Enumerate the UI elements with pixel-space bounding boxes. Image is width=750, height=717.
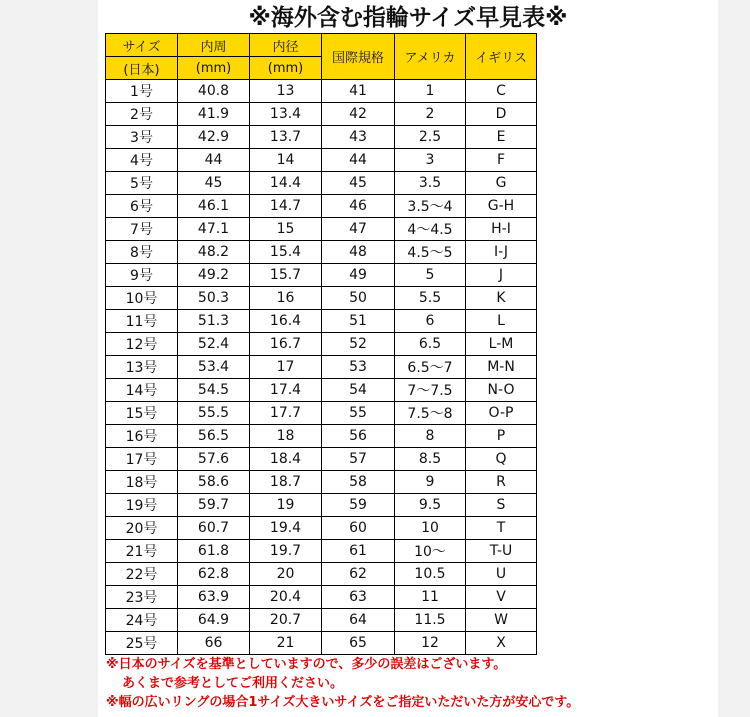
table-row (106, 494, 537, 517)
cell-uk: O-P (466, 402, 537, 425)
table-body (106, 80, 537, 655)
table-row (106, 379, 537, 402)
cell-jp-size: 16号 (106, 425, 178, 448)
cell-international: 62 (322, 563, 395, 586)
cell-uk: G (466, 172, 537, 195)
cell-inner-diameter: 15.7 (250, 264, 322, 287)
table-row (106, 356, 537, 379)
cell-jp-size: 6号 (106, 195, 178, 218)
cell-jp-size: 3号 (106, 126, 178, 149)
cell-inner-diameter: 19.4 (250, 517, 322, 540)
cell-jp-size: 14号 (106, 379, 178, 402)
cell-jp-size: 15号 (106, 402, 178, 425)
cell-usa: 3 (395, 149, 466, 172)
cell-inner-circumference: 49.2 (178, 264, 250, 287)
header-international: 国際規格 (322, 34, 395, 80)
table-row (106, 218, 537, 241)
cell-uk: M-N (466, 356, 537, 379)
cell-usa: 9 (395, 471, 466, 494)
cell-jp-size: 22号 (106, 563, 178, 586)
cell-jp-size: 9号 (106, 264, 178, 287)
cell-inner-diameter: 15 (250, 218, 322, 241)
cell-inner-circumference: 47.1 (178, 218, 250, 241)
cell-inner-diameter: 13.7 (250, 126, 322, 149)
cell-jp-size: 21号 (106, 540, 178, 563)
cell-uk: K (466, 287, 537, 310)
cell-inner-diameter: 15.4 (250, 241, 322, 264)
cell-international: 41 (322, 80, 395, 103)
table-row (106, 586, 537, 609)
cell-uk: D (466, 103, 537, 126)
table-header (106, 34, 537, 80)
cell-jp-size: 19号 (106, 494, 178, 517)
cell-inner-diameter: 19.7 (250, 540, 322, 563)
cell-inner-diameter: 13 (250, 80, 322, 103)
cell-usa: 2.5 (395, 126, 466, 149)
cell-inner-diameter: 16 (250, 287, 322, 310)
cell-uk: L-M (466, 333, 537, 356)
cell-international: 55 (322, 402, 395, 425)
cell-jp-size: 23号 (106, 586, 178, 609)
cell-usa: 6 (395, 310, 466, 333)
cell-jp-size: 20号 (106, 517, 178, 540)
cell-uk: T (466, 517, 537, 540)
cell-inner-diameter: 14 (250, 149, 322, 172)
cell-jp-size: 4号 (106, 149, 178, 172)
table-row (106, 241, 537, 264)
cell-uk: S (466, 494, 537, 517)
cell-inner-diameter: 14.4 (250, 172, 322, 195)
cell-uk: R (466, 471, 537, 494)
cell-inner-diameter: 14.7 (250, 195, 322, 218)
cell-usa: 4〜4.5 (395, 218, 466, 241)
table-row (106, 287, 537, 310)
cell-usa: 7〜7.5 (395, 379, 466, 402)
cell-uk: V (466, 586, 537, 609)
cell-usa: 5 (395, 264, 466, 287)
cell-inner-diameter: 19 (250, 494, 322, 517)
cell-jp-size: 18号 (106, 471, 178, 494)
header-inner-diameter-label: 内径 (250, 34, 322, 57)
table-row (106, 333, 537, 356)
cell-uk: G-H (466, 195, 537, 218)
cell-usa: 11.5 (395, 609, 466, 632)
table-row (106, 310, 537, 333)
cell-usa: 8 (395, 425, 466, 448)
cell-usa: 3.5〜4 (395, 195, 466, 218)
cell-international: 43 (322, 126, 395, 149)
cell-uk: C (466, 80, 537, 103)
table-row (106, 563, 537, 586)
cell-international: 54 (322, 379, 395, 402)
cell-usa: 10 (395, 517, 466, 540)
cell-international: 42 (322, 103, 395, 126)
cell-jp-size: 12号 (106, 333, 178, 356)
cell-international: 47 (322, 218, 395, 241)
table-row (106, 517, 537, 540)
cell-inner-circumference: 59.7 (178, 494, 250, 517)
cell-international: 65 (322, 632, 395, 655)
cell-usa: 1 (395, 80, 466, 103)
header-inner-circumference-unit: (mm) (178, 57, 250, 80)
cell-usa: 2 (395, 103, 466, 126)
header-size-label: サイズ (106, 34, 178, 57)
cell-inner-diameter: 17.7 (250, 402, 322, 425)
header-uk: イギリス (466, 34, 537, 80)
cell-inner-circumference: 40.8 (178, 80, 250, 103)
cell-inner-circumference: 41.9 (178, 103, 250, 126)
table-row (106, 609, 537, 632)
cell-international: 50 (322, 287, 395, 310)
header-inner-circumference-label: 内周 (178, 34, 250, 57)
cell-inner-diameter: 18.7 (250, 471, 322, 494)
cell-international: 49 (322, 264, 395, 287)
table-row (106, 80, 537, 103)
cell-jp-size: 24号 (106, 609, 178, 632)
cell-uk: F (466, 149, 537, 172)
cell-inner-diameter: 18 (250, 425, 322, 448)
cell-international: 56 (322, 425, 395, 448)
page-title: ※海外含む指輪サイズ早見表※ (248, 5, 568, 31)
cell-inner-circumference: 66 (178, 632, 250, 655)
table-row (106, 425, 537, 448)
cell-usa: 5.5 (395, 287, 466, 310)
cell-usa: 6.5 (395, 333, 466, 356)
cell-uk: P (466, 425, 537, 448)
ring-size-table (105, 33, 537, 655)
cell-inner-circumference: 61.8 (178, 540, 250, 563)
cell-international: 59 (322, 494, 395, 517)
cell-uk: L (466, 310, 537, 333)
cell-inner-circumference: 60.7 (178, 517, 250, 540)
header-inner-diameter-unit: (mm) (250, 57, 322, 80)
cell-inner-circumference: 54.5 (178, 379, 250, 402)
cell-usa: 10.5 (395, 563, 466, 586)
cell-inner-diameter: 20 (250, 563, 322, 586)
cell-inner-circumference: 51.3 (178, 310, 250, 333)
cell-inner-diameter: 16.4 (250, 310, 322, 333)
cell-uk: X (466, 632, 537, 655)
cell-inner-diameter: 18.4 (250, 448, 322, 471)
cell-uk: H-I (466, 218, 537, 241)
cell-uk: E (466, 126, 537, 149)
cell-uk: W (466, 609, 537, 632)
cell-international: 60 (322, 517, 395, 540)
cell-inner-circumference: 56.5 (178, 425, 250, 448)
cell-usa: 8.5 (395, 448, 466, 471)
table-row (106, 172, 537, 195)
cell-inner-circumference: 58.6 (178, 471, 250, 494)
cell-uk: J (466, 264, 537, 287)
header-usa: アメリカ (395, 34, 466, 80)
note-reference: あくまで参考としてご利用ください。 (122, 676, 344, 691)
table-row (106, 540, 537, 563)
cell-inner-circumference: 52.4 (178, 333, 250, 356)
size-chart-sheet (98, 0, 718, 717)
cell-inner-circumference: 63.9 (178, 586, 250, 609)
cell-inner-diameter: 21 (250, 632, 322, 655)
cell-inner-diameter: 13.4 (250, 103, 322, 126)
cell-inner-diameter: 17.4 (250, 379, 322, 402)
table-row (106, 471, 537, 494)
cell-inner-circumference: 53.4 (178, 356, 250, 379)
cell-usa: 4.5〜5 (395, 241, 466, 264)
cell-inner-circumference: 57.6 (178, 448, 250, 471)
cell-inner-circumference: 50.3 (178, 287, 250, 310)
table-row (106, 103, 537, 126)
table-row (106, 195, 537, 218)
cell-inner-circumference: 62.8 (178, 563, 250, 586)
cell-inner-circumference: 42.9 (178, 126, 250, 149)
cell-inner-circumference: 44 (178, 149, 250, 172)
cell-international: 48 (322, 241, 395, 264)
cell-international: 58 (322, 471, 395, 494)
cell-inner-circumference: 46.1 (178, 195, 250, 218)
cell-usa: 7.5〜8 (395, 402, 466, 425)
cell-international: 46 (322, 195, 395, 218)
cell-usa: 6.5〜7 (395, 356, 466, 379)
cell-international: 45 (322, 172, 395, 195)
cell-jp-size: 5号 (106, 172, 178, 195)
cell-inner-circumference: 48.2 (178, 241, 250, 264)
cell-uk: T-U (466, 540, 537, 563)
cell-jp-size: 17号 (106, 448, 178, 471)
table-row (106, 126, 537, 149)
cell-international: 53 (322, 356, 395, 379)
cell-inner-circumference: 45 (178, 172, 250, 195)
cell-uk: I-J (466, 241, 537, 264)
cell-uk: N-O (466, 379, 537, 402)
cell-jp-size: 1号 (106, 80, 178, 103)
cell-usa: 12 (395, 632, 466, 655)
cell-usa: 11 (395, 586, 466, 609)
cell-jp-size: 11号 (106, 310, 178, 333)
cell-inner-diameter: 20.4 (250, 586, 322, 609)
cell-inner-diameter: 16.7 (250, 333, 322, 356)
header-size-unit: (日本) (106, 57, 178, 80)
cell-inner-diameter: 20.7 (250, 609, 322, 632)
cell-uk: Q (466, 448, 537, 471)
cell-international: 61 (322, 540, 395, 563)
table-row (106, 264, 537, 287)
cell-inner-circumference: 64.9 (178, 609, 250, 632)
cell-jp-size: 2号 (106, 103, 178, 126)
cell-international: 57 (322, 448, 395, 471)
cell-jp-size: 25号 (106, 632, 178, 655)
cell-jp-size: 8号 (106, 241, 178, 264)
cell-international: 52 (322, 333, 395, 356)
cell-international: 64 (322, 609, 395, 632)
note-accuracy: ※日本のサイズを基準としていますので、多少の誤差はございます。 (106, 657, 507, 672)
table-row (106, 632, 537, 655)
cell-usa: 9.5 (395, 494, 466, 517)
cell-usa: 3.5 (395, 172, 466, 195)
cell-jp-size: 10号 (106, 287, 178, 310)
cell-international: 63 (322, 586, 395, 609)
cell-international: 44 (322, 149, 395, 172)
cell-jp-size: 13号 (106, 356, 178, 379)
cell-inner-diameter: 17 (250, 356, 322, 379)
note-wide-ring: ※幅の広いリングの場合1サイズ大きいサイズをご指定いただいた方が安心です。 (106, 695, 580, 710)
cell-usa: 10〜 (395, 540, 466, 563)
cell-inner-circumference: 55.5 (178, 402, 250, 425)
table-row (106, 402, 537, 425)
cell-uk: U (466, 563, 537, 586)
cell-jp-size: 7号 (106, 218, 178, 241)
table-row (106, 149, 537, 172)
table-row (106, 448, 537, 471)
cell-international: 51 (322, 310, 395, 333)
